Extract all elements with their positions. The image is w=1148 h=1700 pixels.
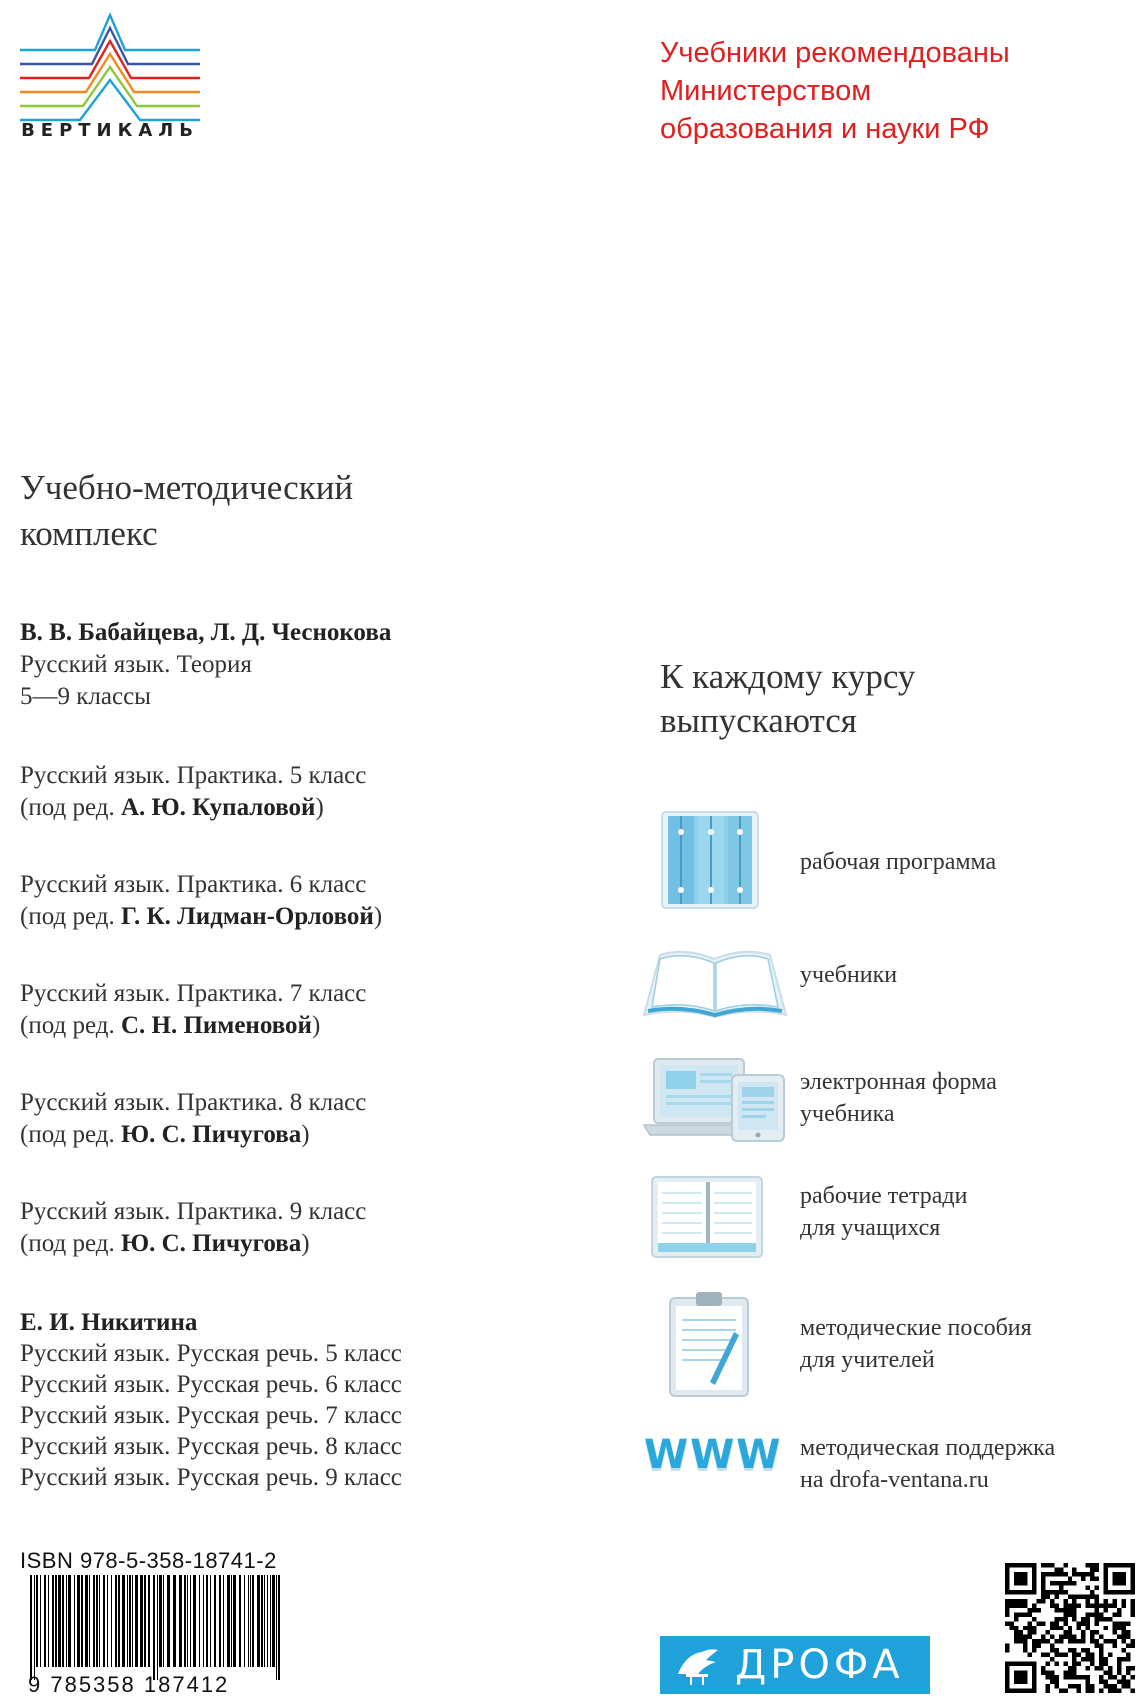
resource-label: на drofa-ventana.ru (800, 1467, 989, 1493)
resource-textbooks (640, 935, 1140, 1035)
book-theory (20, 617, 391, 713)
book-editor: С. Н. Пименовой (120, 1012, 312, 1039)
barcode-digits: 9 785358 187412 (28, 1672, 230, 1697)
resource-teacher-guides (640, 1290, 1140, 1400)
www-icon (640, 1422, 790, 1502)
editor-suffix: ) (301, 1230, 310, 1257)
book-grades: 5—9 классы (20, 683, 151, 710)
book-editor: А. Ю. Купаловой (120, 794, 316, 821)
isbn-label: ISBN 978-5-358-18741-2 (20, 1548, 277, 1573)
book-title: Русский язык. Русская речь. 8 класс (20, 1433, 402, 1460)
book-title: Русский язык. Теория (20, 651, 252, 678)
resources-heading (660, 655, 915, 743)
notebook-icon (640, 1168, 790, 1268)
recommendation-line: Министерством (660, 75, 872, 107)
editor-prefix: (под ред. (20, 903, 121, 930)
book-authors: В. В. Бабайцева, Л. Д. Чеснокова (20, 619, 392, 646)
editor-prefix: (под ред. (20, 794, 121, 821)
ministry-recommendation (660, 34, 1120, 148)
devices-icon (640, 1050, 790, 1150)
book-editor: Ю. С. Пичугова (120, 1230, 302, 1257)
book-title: Русский язык. Практика. 7 класс (20, 980, 367, 1007)
book-title: Русский язык. Практика. 8 класс (20, 1089, 367, 1116)
logo-text: ВЕРТИКАЛЬ (21, 120, 199, 141)
book-title: Русский язык. Практика. 5 класс (20, 762, 367, 789)
editor-suffix: ) (373, 903, 383, 930)
resource-label: электронная форма (800, 1069, 997, 1095)
recommendation-line: образования и науки РФ (660, 113, 990, 145)
book-title: Русский язык. Практика. 9 класс (20, 1198, 367, 1225)
resources-heading-line: К каждому курсу (660, 657, 916, 696)
resource-label: учебника (800, 1101, 895, 1127)
resource-label: рабочая программа (800, 849, 997, 875)
resource-workbooks (640, 1168, 1140, 1268)
editor-suffix: ) (315, 794, 324, 821)
binder-icon (640, 810, 790, 910)
resource-e-textbook (640, 1050, 1140, 1150)
open-book-icon (640, 935, 790, 1035)
umk-title-line: Учебно-методический (20, 468, 354, 507)
book-title: Русский язык. Практика. 6 класс (20, 871, 367, 898)
resource-label: для учащихся (800, 1215, 941, 1241)
book-speech (20, 1307, 402, 1493)
book-title: Русский язык. Русская речь. 5 класс (20, 1340, 402, 1367)
editor-prefix: (под ред. (20, 1230, 121, 1257)
resource-work-program (640, 810, 1140, 910)
www-icon-text: WWW (644, 1432, 783, 1478)
editor-suffix: ) (311, 1012, 321, 1039)
book-authors: Е. И. Никитина (20, 1309, 198, 1336)
resources-heading-line: выпускаются (660, 701, 857, 740)
editor-prefix: (под ред. (20, 1121, 121, 1148)
recommendation-line: Учебники рекомендованы (660, 37, 1010, 69)
resource-label: рабочие тетради (800, 1183, 968, 1209)
book-title: Русский язык. Русская речь. 7 класс (20, 1402, 402, 1429)
resource-label: методическая поддержка (800, 1435, 1056, 1461)
qr-code-icon (1005, 1563, 1135, 1693)
book-practice (20, 760, 366, 824)
umk-title (20, 465, 353, 557)
publisher-name: ДРОФА (735, 1642, 904, 1688)
book-practice (20, 1087, 366, 1151)
barcode-icon (28, 1575, 283, 1680)
book-editor: Ю. С. Пичугова (120, 1121, 302, 1148)
bird-icon (672, 1644, 722, 1686)
editor-prefix: (под ред. (20, 1012, 121, 1039)
book-practice (20, 978, 366, 1042)
resource-label: учебники (800, 962, 898, 988)
book-title: Русский язык. Русская речь. 6 класс (20, 1371, 402, 1398)
resource-label: методические пособия (800, 1315, 1032, 1341)
book-practice (20, 1196, 366, 1260)
book-editor: Г. К. Лидман-Орловой (120, 903, 374, 930)
umk-title-line: комплекс (20, 514, 158, 553)
clipboard-icon (640, 1290, 790, 1400)
editor-suffix: ) (301, 1121, 310, 1148)
publisher-logo (660, 1636, 930, 1694)
book-title: Русский язык. Русская речь. 9 класс (20, 1464, 402, 1491)
resource-online-support (640, 1422, 1140, 1522)
resource-label: для учителей (800, 1347, 935, 1373)
book-practice (20, 869, 382, 933)
